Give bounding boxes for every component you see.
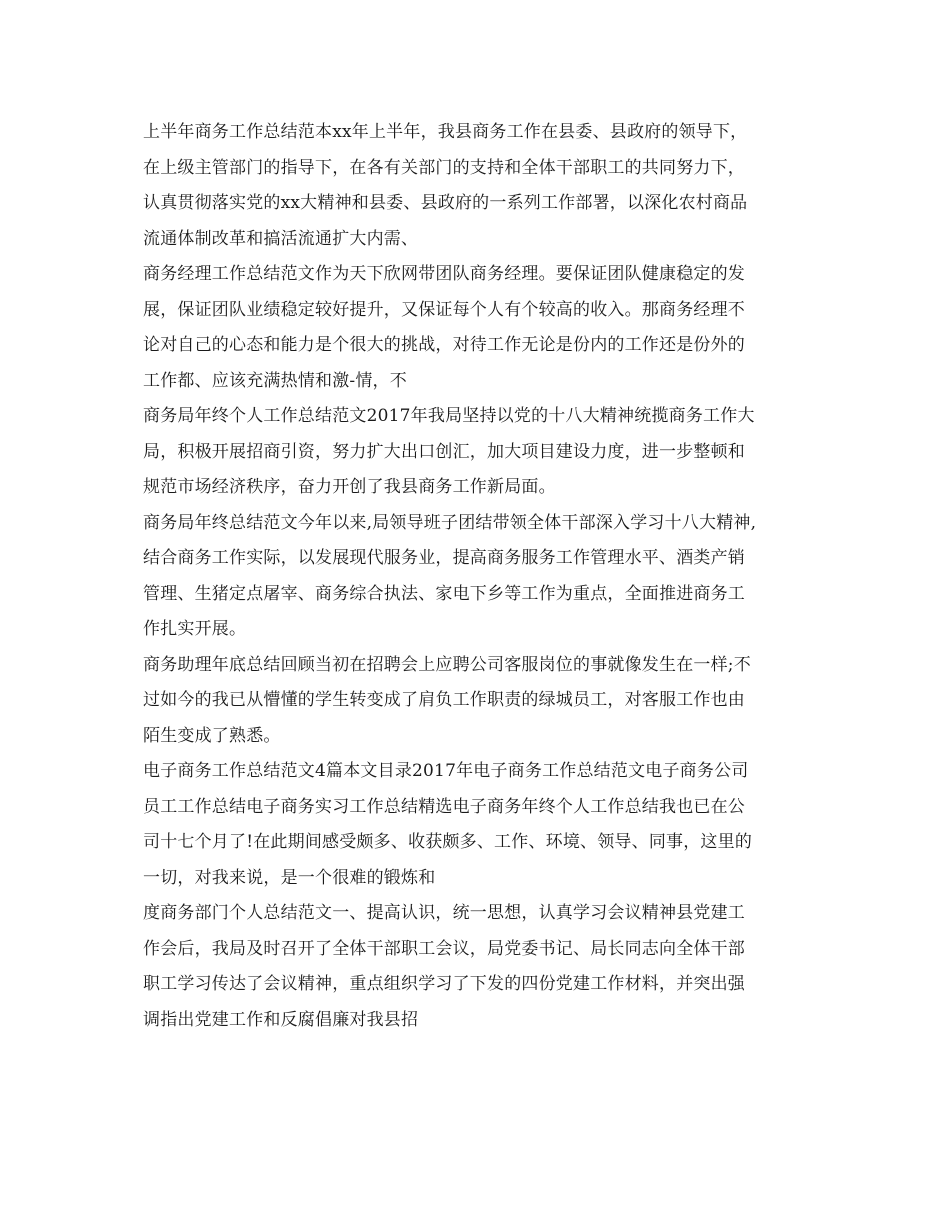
text-line: 流通体制改革和搞活流通扩大内需、 xyxy=(143,228,419,249)
text-line: 商务助理年底总结回顾当初在招聘会上应聘公司客服岗位的事就像发生在一样;不 xyxy=(143,654,751,675)
text-line: 工作都、应该充满热情和激-情，不 xyxy=(143,370,407,391)
text-line: 调指出党建工作和反腐倡廉对我县招 xyxy=(143,1009,419,1030)
paragraph xyxy=(143,648,813,755)
text-line: 上半年商务工作总结范本xx年上半年，我县商务工作在县委、县政府的领导下， xyxy=(143,122,748,142)
text-line: 职工学习传达了会议精神，重点组织学习了下发的四份党建工作材料，并突出强 xyxy=(143,974,745,994)
paragraph xyxy=(143,506,813,648)
text-line: 结合商务工作实际，以发展现代服务业，提高商务服务工作管理水平、酒类产销 xyxy=(143,548,745,568)
text-line: 论对自己的心态和能力是个很大的挑战，对待工作无论是份内的工作还是份外的 xyxy=(143,335,745,355)
paragraph xyxy=(143,754,813,896)
text-line: 认真贯彻落实党的xx大精神和县委、县政府的一系列工作部署，以深化农村商品 xyxy=(143,193,748,213)
text-line: 在上级主管部门的指导下，在各有关部门的支持和全体干部职工的共同努力下， xyxy=(143,157,745,178)
text-line: 一切，对我来说，是一个很难的锻炼和 xyxy=(143,867,436,888)
text-line: 规范市场经济秩序，奋力开创了我县商务工作新局面。 xyxy=(143,477,556,497)
text-line: 电子商务工作总结范文4篇本文目录2017年电子商务工作总结范文电子商务公司 xyxy=(143,761,749,781)
text-line: 商务经理工作总结范文作为天下欣网带团队商务经理。要保证团队健康稳定的发 xyxy=(143,264,745,284)
text-line: 作会后，我局及时召开了全体干部职工会议，局党委书记、局长同志向全体干部 xyxy=(143,938,745,959)
text-line: 度商务部门个人总结范文一、提高认识，统一思想，认真学习会议精神县党建工 xyxy=(143,903,745,923)
text-line: 商务局年终总结范文今年以来,局领导班子团结带领全体干部深入学习十八大精神, xyxy=(143,512,757,533)
paragraph xyxy=(143,399,813,506)
text-line: 商务局年终个人工作总结范文2017年我局坚持以党的十八大精神统揽商务工作大 xyxy=(143,406,755,426)
text-line: 管理、生猪定点屠宰、商务综合执法、家电下乡等工作为重点，全面推进商务工 xyxy=(143,583,745,604)
text-line: 展，保证团队业绩稳定较好提升，又保证每个人有个较高的收入。那商务经理不 xyxy=(143,299,745,320)
text-line: 员工工作总结电子商务实习工作总结精选电子商务年终个人工作总结我也已在公 xyxy=(143,796,745,817)
document-body xyxy=(143,115,813,1038)
text-line: 过如今的我已从懵懂的学生转变成了肩负工作职责的绿城员工，对客服工作也由 xyxy=(143,690,745,710)
paragraph xyxy=(143,257,813,399)
text-line: 作扎实开展。 xyxy=(143,619,247,639)
text-line: 陌生变成了熟悉。 xyxy=(143,725,281,746)
text-line: 局，积极开展招商引资，努力扩大出口创汇，加大项目建设力度，进一步整顿和 xyxy=(143,441,745,462)
text-line: 司十七个月了!在此期间感受颇多、收获颇多、工作、环境、领导、同事，这里的 xyxy=(143,832,753,852)
paragraph xyxy=(143,896,813,1038)
paragraph xyxy=(143,115,813,257)
